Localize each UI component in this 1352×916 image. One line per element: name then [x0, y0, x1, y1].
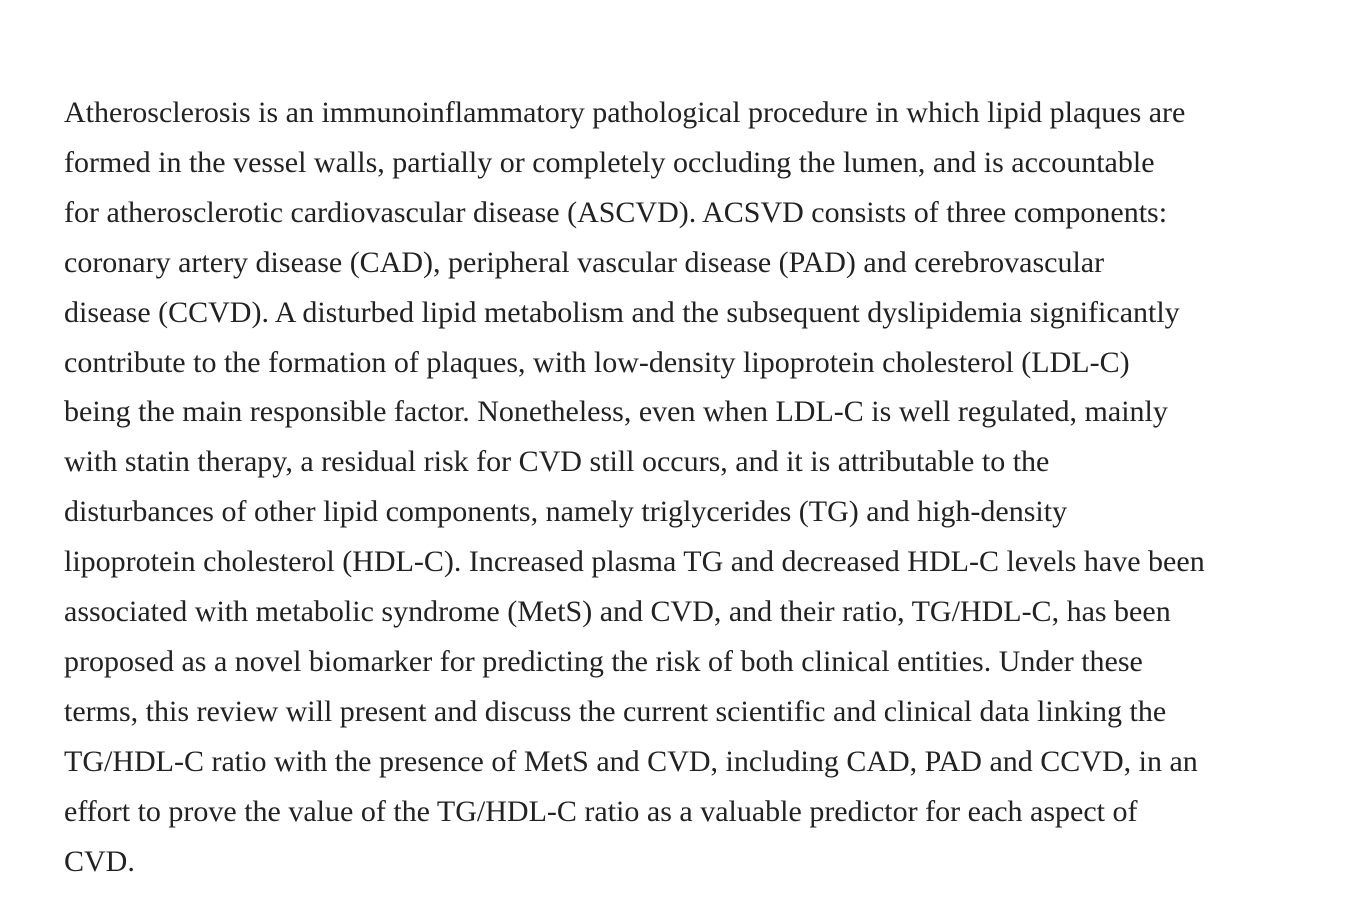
abstract-line: for atherosclerotic cardiovascular disease (ASCVD). ACSVD consists of three components: [64, 195, 1168, 229]
abstract-paragraph [64, 88, 1294, 887]
abstract-line: TG/HDL-C ratio with the presence of MetS and CVD, including CAD, PAD and CCVD, in an [64, 744, 1198, 778]
abstract-line: with statin therapy, a residual risk for CVD still occurs, and it is attributable to the [64, 445, 1050, 479]
abstract-line: effort to prove the value of the TG/HDL-C ratio as a valuable predictor for each aspect of [64, 794, 1138, 828]
abstract-line: lipoprotein cholesterol (HDL-C). Increased plasma TG and decreased HDL-C levels have been [64, 545, 1205, 579]
abstract-line: CVD. [64, 844, 135, 878]
abstract-line: terms, this review will present and discuss the current scientific and clinical data linking the [64, 694, 1167, 728]
abstract-line: disturbances of other lipid components, namely triglycerides (TG) and high-density [64, 495, 1068, 529]
abstract-line: proposed as a novel biomarker for predicting the risk of both clinical entities. Under these [64, 644, 1143, 678]
abstract-line: disease (CCVD). A disturbed lipid metabolism and the subsequent dyslipidemia significantly [64, 295, 1180, 329]
abstract-line: contribute to the formation of plaques, with low-density lipoprotein cholesterol (LDL-C) [64, 345, 1130, 379]
abstract-line: coronary artery disease (CAD), peripheral vascular disease (PAD) and cerebrovascular [64, 245, 1105, 279]
abstract-line: Atherosclerosis is an immunoinflammatory pathological procedure in which lipid plaques are [64, 96, 1186, 129]
abstract-line: associated with metabolic syndrome (MetS) and CVD, and their ratio, TG/HDL-C, has been [64, 595, 1171, 629]
abstract-line: being the main responsible factor. Nonetheless, even when LDL-C is well regulated, mainly [64, 395, 1168, 429]
abstract-line: formed in the vessel walls, partially or completely occluding the lumen, and is accountable [64, 145, 1155, 179]
